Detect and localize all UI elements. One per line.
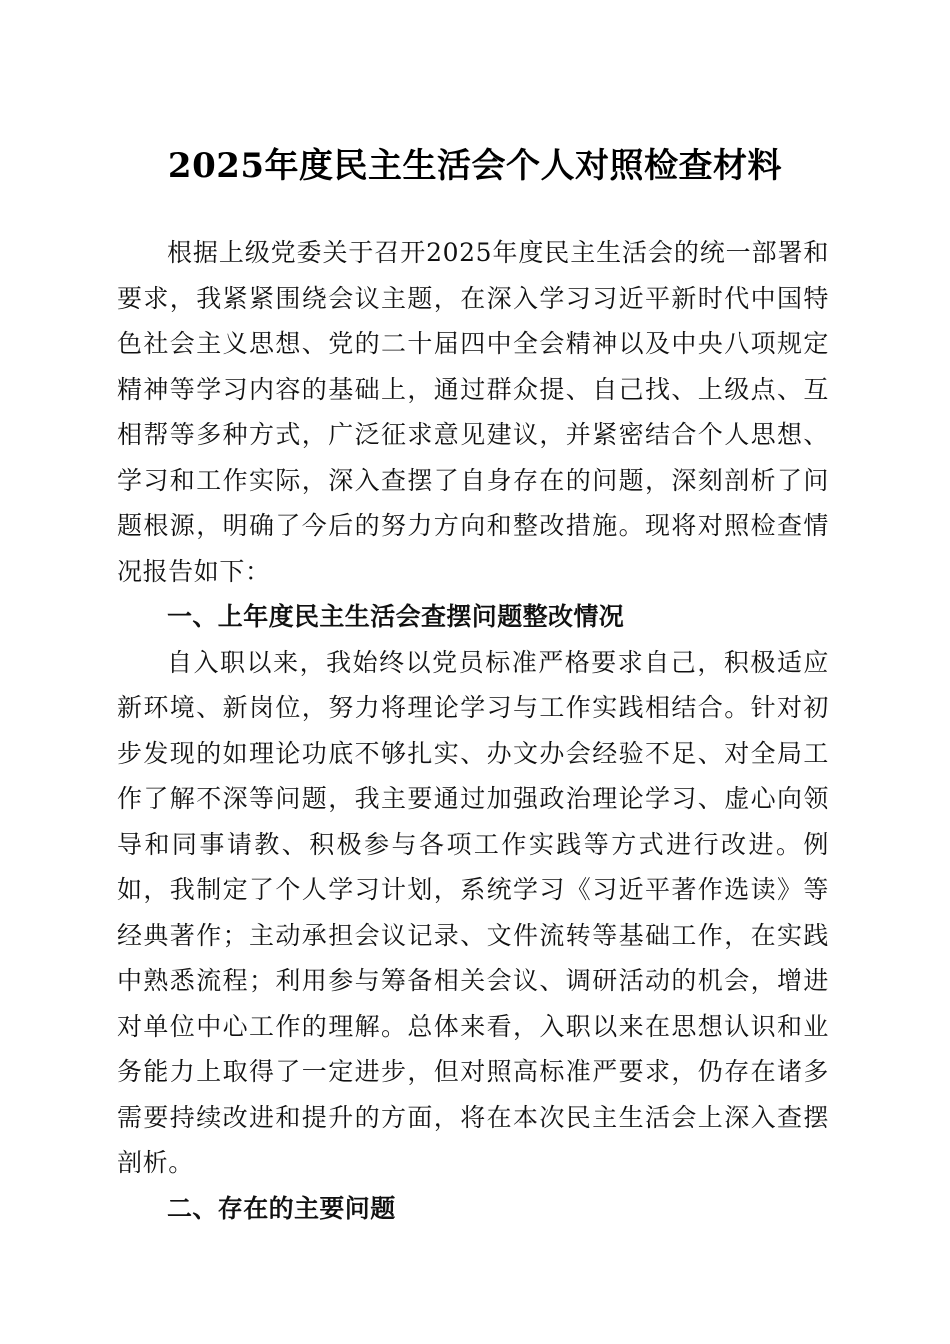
intro-paragraph: 根据上级党委关于召开2025年度民主生活会的统一部署和要求，我紧紧围绕会议主题，在深入学习习近平新时代中国特色社会主义思想、党的二十届四中全会精神以及中央八项规定精神等学习内容的基础上，通过群众提、自己找、上级点、互相帮等多种方式，广泛征求意见建议，并紧密结合个人思想、学习和工作实际，深入查摆了自身存在的问题，深刻剖析了问题根源，明确了今后的努力方向和整改措施。现将对照检查情况报告如下： xyxy=(117,238,829,586)
document-body xyxy=(117,230,829,1231)
section-1-paragraph: 自入职以来，我始终以党员标准严格要求自己，积极适应新环境、新岗位，努力将理论学习与工作实践相结合。针对初步发现的如理论功底不够扎实、办文办会经验不足、对全局工作了解不深等问题，我主要通过加强政治理论学习、虚心向领导和同事请教、积极参与各项工作实践等方式进行改进。例如，我制定了个人学习计划，系统学习《习近平著作选读》等经典著作；主动承担会议记录、文件流转等基础工作，在实践中熟悉流程；利用参与筹备相关会议、调研活动的机会，增进对单位中心工作的理解。总体来看，入职以来在思想认识和业务能力上取得了一定进步，但对照高标准严要求，仍存在诸多需要持续改进和提升的方面，将在本次民主生活会上深入查摆剖析。 xyxy=(117,647,829,1177)
section-heading-1: 一、上年度民主生活会查摆问题整改情况 xyxy=(167,602,625,631)
section-heading-2: 二、存在的主要问题 xyxy=(167,1193,396,1223)
document-title: 2025年度民主生活会个人对照检查材料 xyxy=(167,146,783,186)
